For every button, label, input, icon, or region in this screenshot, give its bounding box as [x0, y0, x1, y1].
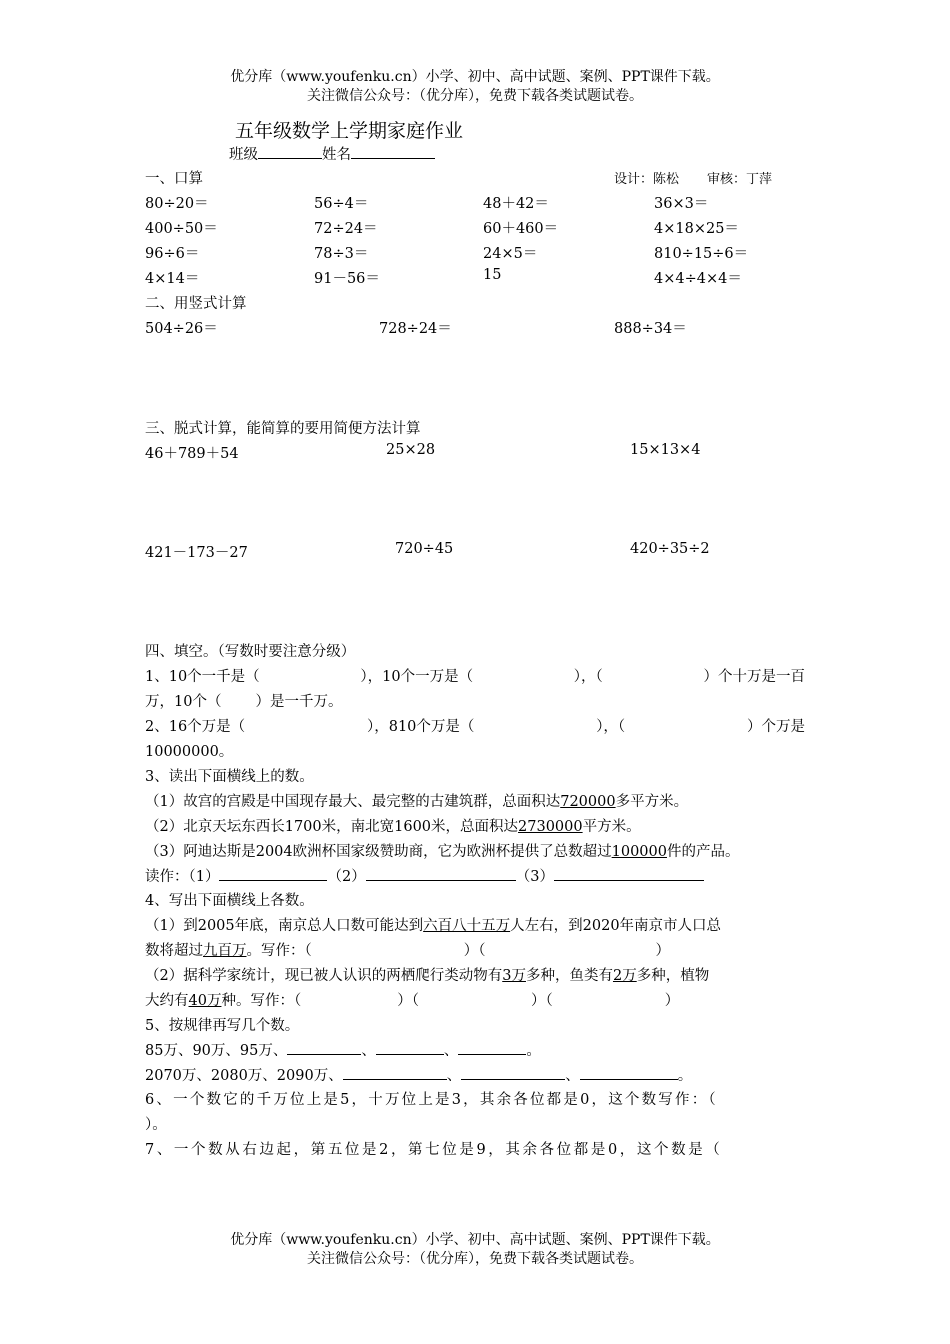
question-2-line-2: 10000000。 [145, 744, 234, 760]
header-line-2: 关注微信公众号：（优分库），免费下载各类试题试卷。 [307, 88, 643, 104]
oral-item: 80÷20＝ [145, 196, 209, 212]
answer-blank[interactable] [580, 1065, 678, 1080]
oral-item: 4×18×25＝ [654, 221, 739, 237]
question-1-line-2: 万，10个（ ）是一千万。 [145, 694, 343, 710]
oral-item: 4×4÷4×4＝ [654, 271, 742, 287]
question-7-line-1: 7、一个数从右边起，第五位是2，第七位是9，其余各位都是0，这个数是（ [145, 1142, 723, 1158]
credits [614, 168, 772, 187]
footer-line-2: 关注微信公众号：（优分库），免费下载各类试题试卷。 [307, 1251, 643, 1267]
name-label: 姓名 [322, 147, 351, 163]
question-3-part-1: （1）故宫的宫殿是中国现存最大、最完整的古建筑群，总面积达720000多平方米。 [145, 794, 689, 810]
vertical-calc-item: 888÷34＝ [614, 321, 687, 337]
question-3-read-line: 读作：（1） （2） （3） [145, 865, 704, 886]
question-1-line-1: 1、10个一千是（ ），10个一万是（ ），（ ）个十万是一百 [145, 669, 805, 685]
oral-item: 400÷50＝ [145, 221, 218, 237]
oral-item: 72÷24＝ [314, 221, 378, 237]
section3-title: 三、脱式计算，能简算的要用简便方法计算 [145, 421, 421, 437]
question-2-line-1: 2、16个万是（ ），810个万是（ ），（ ）个万是 [145, 719, 805, 735]
designer: 设计：陈松 [614, 172, 680, 187]
section2-title: 二、用竖式计算 [145, 296, 247, 312]
oral-item: 91－56＝ [314, 271, 380, 287]
oral-item: 810÷15÷6＝ [654, 246, 749, 262]
question-4-part-1-line-1: （1）到2005年底，南京总人口数可能达到六百八十五万人左右，到2020年南京市人口总 [145, 918, 722, 934]
vertical-calc-item: 728÷24＝ [379, 321, 452, 337]
question-6-line-1: 6、一个数它的千万位上是5，十万位上是3，其余各位都是0，这个数写作：（ [145, 1092, 718, 1108]
class-blank[interactable] [258, 144, 322, 159]
question-3-part-3: （3）阿迪达斯是2004欧洲杯国家级赞助商，它为欧洲杯提供了总数超过100000件的产品。 [145, 844, 740, 860]
question-5-title: 5、按规律再写几个数。 [145, 1018, 300, 1034]
oral-item: 15 [483, 267, 502, 283]
answer-blank[interactable] [366, 866, 516, 881]
question-3-title: 3、读出下面横线上的数。 [145, 769, 314, 785]
question-3-part-2: （2）北京天坛东西长1700米，南北宽1600米，总面积达2730000平方米。 [145, 819, 641, 835]
question-5-line-2: 2070万、2080万、2090万、 、 、 。 [145, 1064, 692, 1085]
question-4-part-2-line-2: 大约有40万种。写作：（ ）（ ）（ ） [145, 993, 680, 1009]
oral-item: 24×5＝ [483, 246, 538, 262]
section4-title: 四、填空。（写数时要注意分级） [145, 644, 356, 660]
section1-title: 一、口算 [145, 171, 203, 187]
stepwise-item: 15×13×4 [630, 442, 701, 458]
oral-item: 60＋460＝ [483, 221, 559, 237]
answer-blank[interactable] [458, 1040, 526, 1055]
class-name-line [229, 143, 435, 164]
answer-blank[interactable] [554, 866, 704, 881]
stepwise-item: 25×28 [386, 442, 436, 458]
header-line-1: 优分库（www.youfenku.cn）小学、初中、高中试题、案例、PPT课件下载。 [230, 69, 720, 85]
stepwise-item: 720÷45 [395, 541, 454, 557]
footer-line-1: 优分库（www.youfenku.cn）小学、初中、高中试题、案例、PPT课件下载。 [230, 1232, 720, 1248]
oral-item: 56÷4＝ [314, 196, 369, 212]
stepwise-item: 46＋789＋54 [145, 446, 239, 462]
page-title: 五年级数学上学期家庭作业 [235, 120, 464, 142]
stepwise-item: 421－173－27 [145, 545, 248, 561]
answer-blank[interactable] [461, 1065, 565, 1080]
question-5-line-1: 85万、90万、95万、 、 、 。 [145, 1039, 541, 1060]
oral-item: 78÷3＝ [314, 246, 369, 262]
oral-item: 36×3＝ [654, 196, 709, 212]
question-4-part-2-line-1: （2）据科学家统计，现已被人认识的两栖爬行类动物有3万多种，鱼类有2万多种，植物 [145, 968, 710, 984]
question-4-title: 4、写出下面横线上各数。 [145, 893, 314, 909]
answer-blank[interactable] [219, 866, 327, 881]
oral-item: 48＋42＝ [483, 196, 549, 212]
reviewer: 审核：丁萍 [707, 172, 773, 187]
vertical-calc-item: 504÷26＝ [145, 321, 218, 337]
stepwise-item: 420÷35÷2 [630, 541, 710, 557]
answer-blank[interactable] [376, 1040, 444, 1055]
answer-blank[interactable] [343, 1065, 447, 1080]
class-label: 班级 [229, 147, 258, 163]
oral-item: 96÷6＝ [145, 246, 200, 262]
question-4-part-1-line-2: 数将超过九百万。写作：（ ）（ ） [145, 943, 670, 959]
answer-blank[interactable] [287, 1040, 361, 1055]
question-6-line-2: ）。 [145, 1117, 167, 1133]
name-blank[interactable] [351, 144, 435, 159]
oral-item: 4×14＝ [145, 271, 200, 287]
